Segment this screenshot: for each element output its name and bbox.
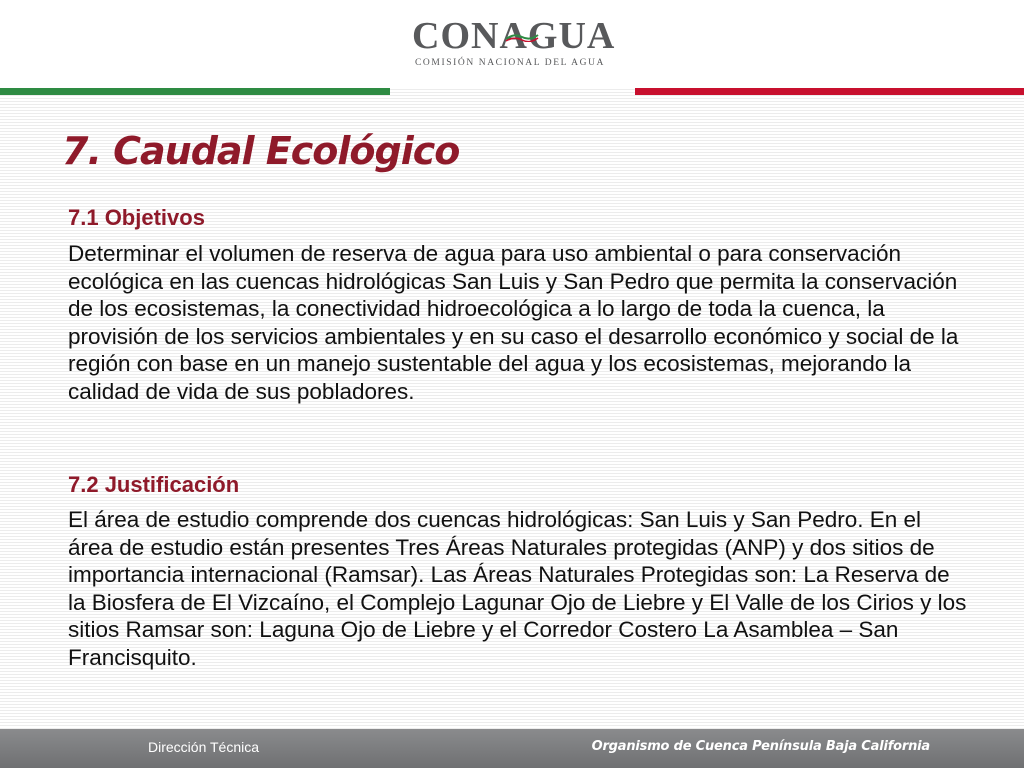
section-body-justificacion: El área de estudio comprende dos cuencas hidrológicas: San Luis y San Pedro. En el área de estudio están presentes Tres Áreas Naturales protegidas (ANP) y dos sitios de importancia internacional (Ramsar). Las Áreas Naturales Protegidas son: La Reserva de la Biosfera de El Vizcaíno, el Complejo Lagunar Ojo de Liebre y El Valle de los Cirios y los sitios Ramsar son: Laguna Ojo de Liebre y el Corredor Costero La Asamblea – San Francisquito. [68,507,967,670]
footer-bar [0,729,1024,768]
logo-subtitle: COMISIÓN NACIONAL DEL AGUA [415,58,605,68]
green-stripe [0,88,390,95]
section-body-objetivos: Determinar el volumen de reserva de agua para uso ambiental o para conservación ecológica en las cuencas hidrológicas San Luis y San Pedro que permita la conservación de los ecosistemas, la conectividad hidroecológica a lo largo de toda la cuenca, la provisión de los servicios ambientales y en su caso el desarrollo económico y social de la región con base en un manejo sustentable del agua y los ecosistemas, mejorando la calidad de vida de sus pobladores. [68,241,959,404]
footer-department: Dirección Técnica [148,739,260,755]
logo-wordmark: CONAGUA [412,15,616,57]
section-heading-justificacion: 7.2 Justificación [68,472,240,497]
header [0,0,1024,88]
slide-title: 7. Caudal Ecológico [62,129,460,173]
footer-organization: Organismo de Cuenca Península Baja California [591,739,930,754]
section-heading-objetivos: 7.1 Objetivos [68,205,205,230]
wave-icon [505,32,539,42]
conagua-logo [412,14,617,74]
red-stripe [635,88,1024,95]
